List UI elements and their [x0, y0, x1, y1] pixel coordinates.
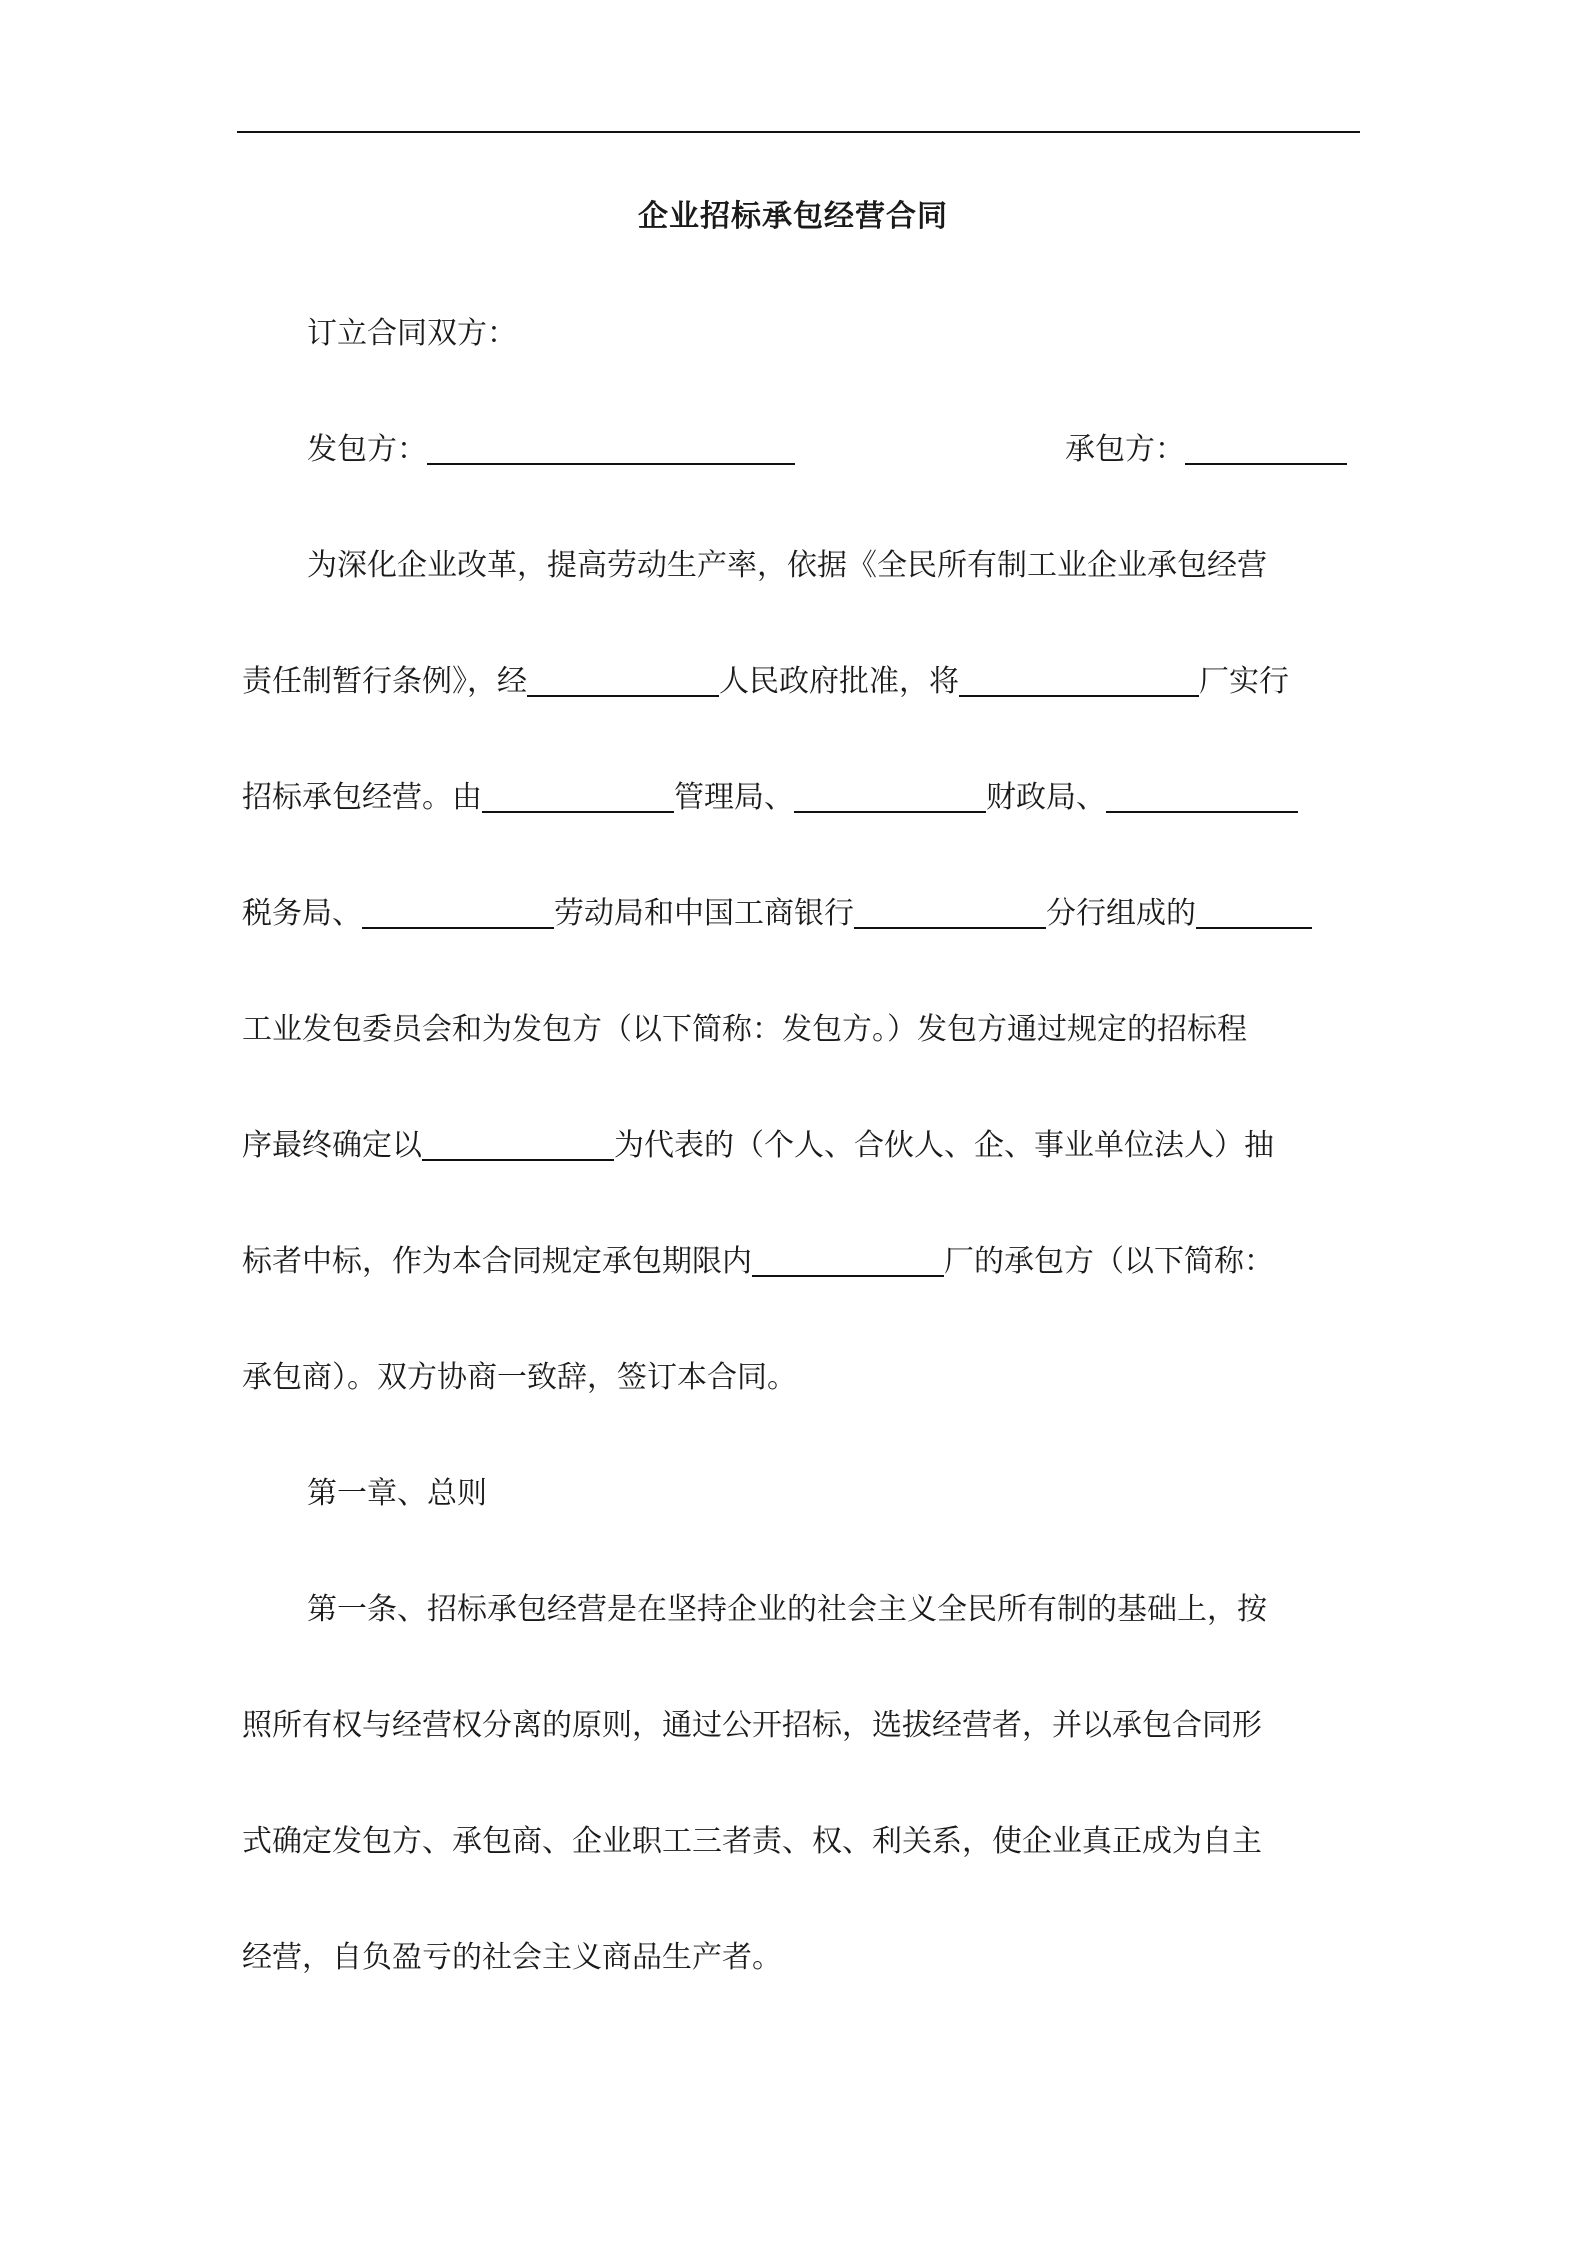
parties-row	[307, 426, 1360, 474]
preamble-text: 序最终确定以	[242, 1128, 422, 1163]
preamble-line-1: 为深化企业改革，提高劳动生产率，依据《全民所有制工业企业承包经营	[307, 548, 1267, 583]
finance-bureau-blank[interactable]	[794, 783, 986, 813]
preamble-line-7	[242, 1238, 1360, 1286]
preamble-text: 为代表的（个人、合伙人、企、事业单位法人）抽	[614, 1128, 1274, 1163]
article-1-line-4: 经营，自负盈亏的社会主义商品生产者。	[242, 1940, 782, 1975]
article-1-line-3: 式确定发包方、承包商、企业职工三者责、权、利关系，使企业真正成为自主	[242, 1824, 1262, 1859]
intro-text: 订立合同双方：	[307, 316, 517, 351]
article-1-line-1: 第一条、招标承包经营是在坚持企业的社会主义全民所有制的基础上，按	[307, 1592, 1267, 1627]
article-1-line-2: 照所有权与经营权分离的原则，通过公开招标，选拔经营者，并以承包合同形	[242, 1708, 1262, 1743]
preamble-text: 管理局、	[674, 780, 794, 815]
party-a	[307, 426, 795, 474]
preamble-line-6	[242, 1122, 1360, 1170]
government-blank[interactable]	[527, 667, 719, 697]
document-title: 企业招标承包经营合同	[638, 199, 948, 234]
party-b-blank[interactable]	[1185, 435, 1347, 465]
representative-blank[interactable]	[422, 1131, 614, 1161]
party-a-label: 发包方：	[307, 432, 427, 467]
preamble-line-3	[242, 774, 1360, 822]
preamble-text: 厂的承包方（以下简称：	[944, 1244, 1274, 1279]
preamble-text: 人民政府批准，将	[719, 664, 959, 699]
contract-factory-blank[interactable]	[752, 1247, 944, 1277]
preamble-text: 税务局、	[242, 896, 362, 931]
preamble-line-8: 承包商）。双方协商一致辞，签订本合同。	[242, 1360, 797, 1395]
preamble-text: 标者中标，作为本合同规定承包期限内	[242, 1244, 752, 1279]
party-b-label: 承包方：	[1065, 432, 1185, 467]
preamble-text: 劳动局和中国工商银行	[554, 896, 854, 931]
party-a-blank[interactable]	[427, 435, 795, 465]
bank-branch-blank[interactable]	[854, 899, 1046, 929]
preamble-line-4	[242, 890, 1360, 938]
preamble-line-5: 工业发包委员会和为发包方（以下简称：发包方。）发包方通过规定的招标程	[242, 1012, 1247, 1047]
preamble-line-2	[242, 658, 1360, 706]
preamble-text: 责任制暂行条例》，经	[242, 664, 527, 699]
header-rule	[237, 131, 1360, 133]
labor-bureau-blank[interactable]	[362, 899, 554, 929]
preamble-text: 分行组成的	[1046, 896, 1196, 931]
tax-bureau-blank[interactable]	[1106, 783, 1298, 813]
preamble-text: 财政局、	[986, 780, 1106, 815]
committee-blank[interactable]	[1196, 899, 1312, 929]
party-b	[1065, 426, 1347, 474]
chapter-heading: 第一章、总则	[307, 1476, 487, 1511]
factory-blank[interactable]	[959, 667, 1199, 697]
bureau-blank[interactable]	[482, 783, 674, 813]
preamble-text: 招标承包经营。由	[242, 780, 482, 815]
preamble-text: 厂实行	[1199, 664, 1289, 699]
